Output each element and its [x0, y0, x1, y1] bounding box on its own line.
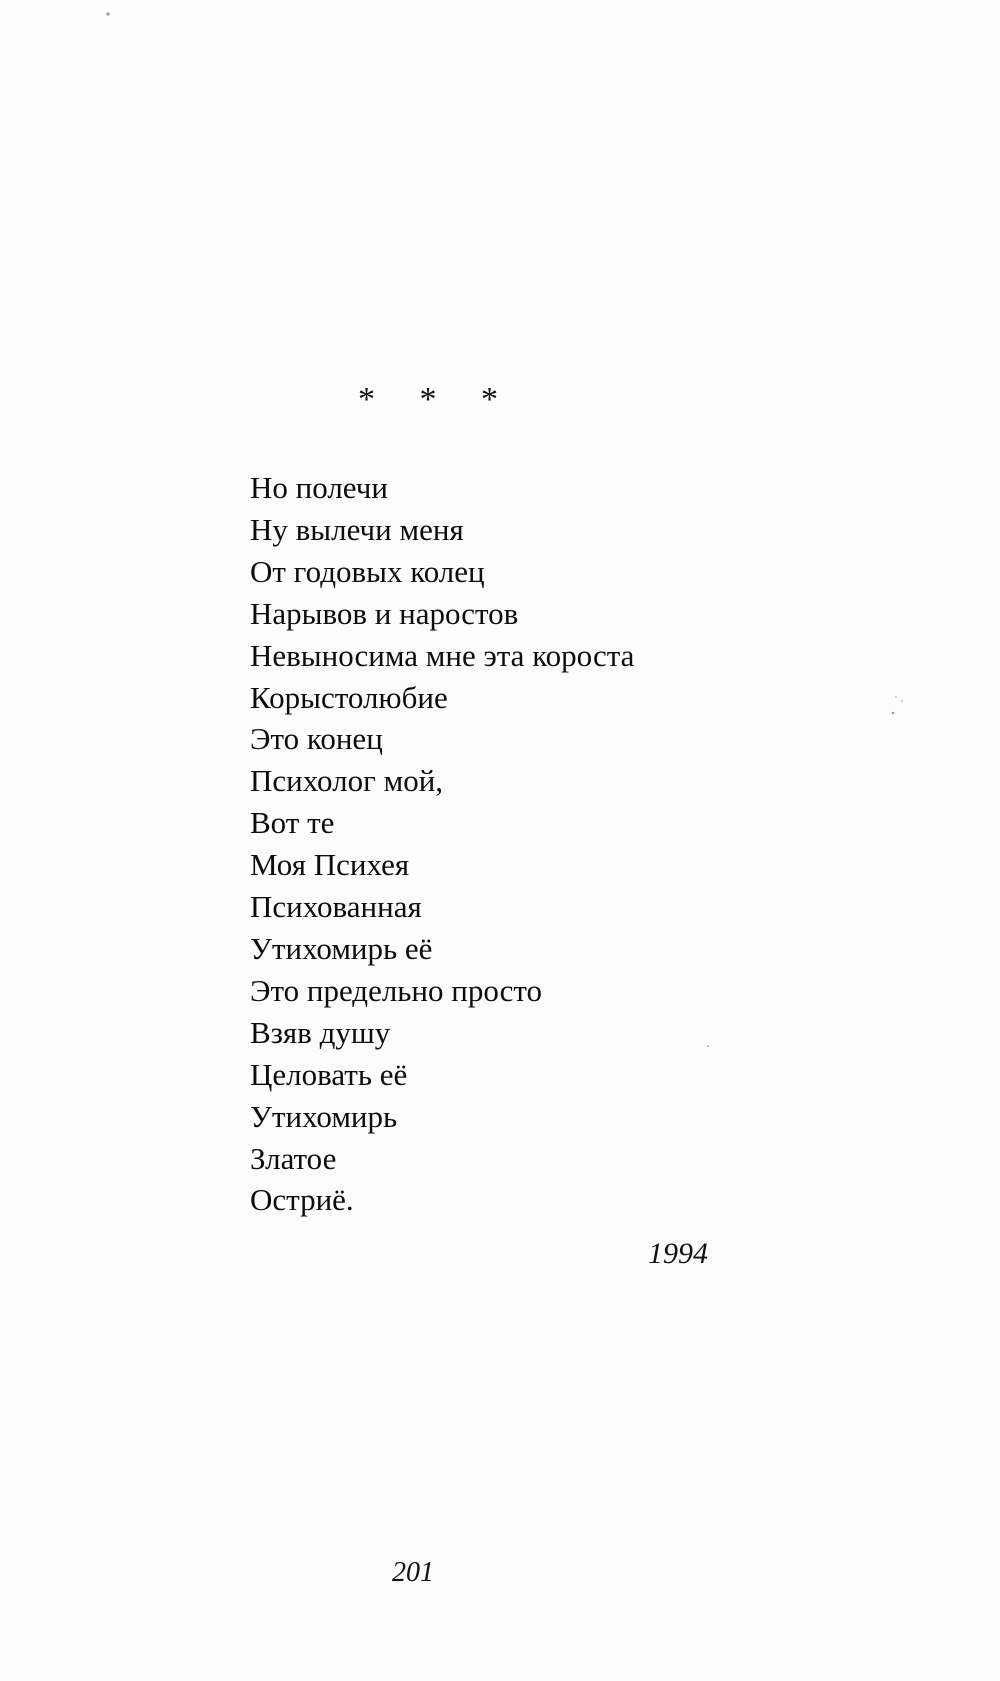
poem-line: Моя Психея	[250, 847, 410, 883]
poem-line: Психолог мой,	[250, 763, 444, 799]
poem-year: 1994	[648, 1237, 708, 1270]
poem-line: Это конец	[250, 721, 383, 757]
poem-line: Психованная	[250, 889, 422, 925]
poem-line: Утихомирь	[250, 1098, 398, 1134]
poem-line: Вот те	[250, 805, 335, 841]
poem-line: Взяв душу	[250, 1014, 391, 1050]
poem-line: Остриё.	[250, 1182, 354, 1218]
poem	[250, 467, 634, 1221]
poem-line: Но полечи	[250, 470, 388, 505]
poem-line: Корыстолюбие	[250, 679, 448, 715]
poem-line: Целовать её	[250, 1056, 408, 1092]
poem-line: Ну вылечи меня	[250, 511, 464, 547]
poem-line: Нарывов и наростов	[250, 595, 519, 631]
poem-line: Утихомирь её	[250, 930, 433, 966]
section-separator: * * *	[358, 381, 516, 418]
poem-line: От годовых колец	[250, 553, 485, 589]
poem-line: Невыносима мне эта короста	[250, 637, 635, 673]
poem-line: Это предельно просто	[250, 972, 543, 1008]
page-number: 201	[392, 1557, 434, 1588]
poem-line: Златое	[250, 1140, 337, 1176]
